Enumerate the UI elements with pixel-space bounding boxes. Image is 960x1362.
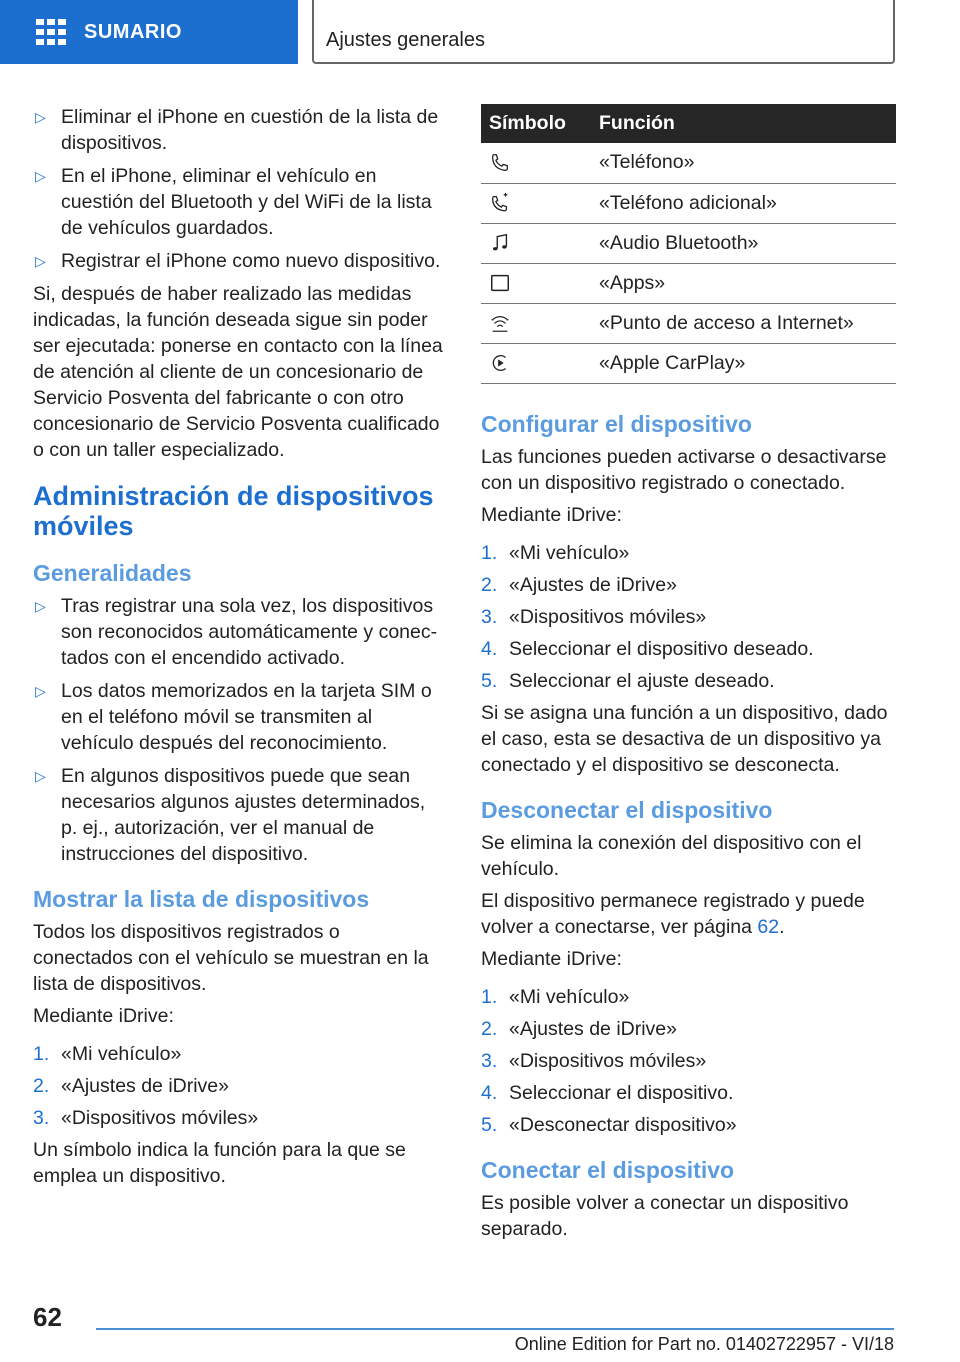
phone-icon bbox=[489, 152, 511, 174]
list-item: ▷ En el iPhone, eliminar el vehículo en cuestión del Bluetooth y del WiFi de la lista de vehículos guardados. bbox=[35, 165, 432, 239]
table-row: «Audio Bluetooth» bbox=[481, 223, 896, 263]
step-item: 1. «Mi vehículo» bbox=[481, 986, 630, 1008]
step-item: 3. «Dispositivos móviles» bbox=[33, 1107, 259, 1129]
paragraph: Mediante iDrive: bbox=[33, 1005, 174, 1027]
page-link[interactable]: 62 bbox=[757, 916, 780, 938]
table-header-row bbox=[481, 104, 896, 143]
step-item: 5. Seleccionar el ajuste deseado. bbox=[481, 670, 775, 692]
paragraph: Es posible volver a conectar un dispositivo separado. bbox=[481, 1192, 849, 1240]
step-item: 5. «Desconectar dispositivo» bbox=[481, 1114, 737, 1136]
triangle-bullet-icon: ▷ bbox=[35, 168, 46, 184]
triangle-bullet-icon: ▷ bbox=[35, 598, 46, 614]
paragraph: Mediante iDrive: bbox=[481, 504, 622, 526]
subheading-general: Generalidades bbox=[33, 560, 192, 586]
step-item: 4. Seleccionar el dispositivo. bbox=[481, 1082, 734, 1104]
paragraph: Mediante iDrive: bbox=[481, 948, 622, 970]
step-item: 2. «Ajustes de iDrive» bbox=[481, 574, 677, 596]
section-title: Ajustes generales bbox=[326, 29, 485, 51]
summary-button[interactable] bbox=[0, 0, 298, 64]
paragraph: Si se asigna una función a un dispositivo, dado el caso, esta se desactiva de un dispositivo ya conectado y el dispositivo se desconecta. bbox=[481, 702, 888, 776]
step-item: 1. «Mi vehículo» bbox=[481, 542, 630, 564]
additional-phone-icon bbox=[489, 192, 511, 214]
paragraph: Las funciones pueden activarse o desactivarse con un dispositivo registrado o conectado. bbox=[481, 446, 887, 494]
left-column bbox=[33, 104, 443, 1195]
list-item: ▷ Tras registrar una sola vez, los dispositivos son reconocidos automáticamente y conectados con el encendido activado. bbox=[35, 595, 438, 669]
subheading-disconnect: Desconectar el dispositivo bbox=[481, 797, 773, 823]
subheading-connect: Conectar el dispositivo bbox=[481, 1157, 735, 1183]
footer-divider bbox=[96, 1328, 894, 1330]
grid-menu-icon bbox=[36, 19, 66, 45]
step-item: 1. «Mi vehículo» bbox=[33, 1043, 182, 1065]
footer-edition: Online Edition for Part no. 01402722957 - VI/18 bbox=[514, 1334, 894, 1354]
summary-label: SUMARIO bbox=[84, 20, 182, 43]
step-item: 3. «Dispositivos móviles» bbox=[481, 606, 707, 628]
paragraph: Se elimina la conexión del dispositivo con el vehículo. bbox=[481, 832, 862, 880]
paragraph: Todos los dispositivos registrados o conectados con el vehículo se muestran en la lista de dispositivos. bbox=[33, 921, 429, 995]
apps-square-icon bbox=[489, 272, 511, 294]
table-row: «Apple CarPlay» bbox=[481, 343, 896, 383]
triangle-bullet-icon: ▷ bbox=[35, 683, 46, 699]
right-column bbox=[481, 404, 896, 1248]
triangle-bullet-icon: ▷ bbox=[35, 253, 46, 269]
table-row: «Teléfono adicional» bbox=[481, 183, 896, 223]
paragraph-page-ref: El dispositivo permanece registrado y puede volver a conectarse, ver página 62. bbox=[481, 890, 865, 938]
carplay-play-icon bbox=[489, 352, 511, 374]
step-item: 4. Seleccionar el dispositivo deseado. bbox=[481, 638, 814, 660]
list-item: ▷ Registrar el iPhone como nuevo dispositivo. bbox=[35, 250, 441, 272]
wifi-hotspot-icon bbox=[489, 312, 511, 334]
page-number: 62 bbox=[33, 1302, 62, 1332]
list-item: ▷ En algunos dispositivos puede que sean necesarios algunos ajustes determinados, p. ej., autorización, ver el manual de instrucciones del dispositivo. bbox=[35, 765, 426, 865]
subheading-configure: Configurar el dispositivo bbox=[481, 411, 752, 437]
paragraph: Un símbolo indica la función para la que se emplea un dispositivo. bbox=[33, 1139, 406, 1187]
section-heading: Administración de dispositivos móviles bbox=[33, 481, 434, 541]
music-note-icon bbox=[489, 232, 511, 254]
step-item: 3. «Dispositivos móviles» bbox=[481, 1050, 707, 1072]
column-header-symbol: Símbolo bbox=[481, 104, 591, 143]
subheading-device-list: Mostrar la lista de dispositivos bbox=[33, 886, 370, 912]
list-item: ▷ Los datos memorizados en la tarjeta SIM o en el teléfono móvil se transmiten al vehículo después del reconocimiento. bbox=[35, 680, 432, 754]
table-row: «Apps» bbox=[481, 263, 896, 303]
step-item: 2. «Ajustes de iDrive» bbox=[33, 1075, 229, 1097]
table-row: «Teléfono» bbox=[481, 143, 896, 183]
symbol-table bbox=[481, 104, 896, 384]
table-row: «Punto de acceso a Internet» bbox=[481, 303, 896, 343]
triangle-bullet-icon: ▷ bbox=[35, 768, 46, 784]
column-header-function: Función bbox=[591, 104, 896, 143]
list-item: ▷ Eliminar el iPhone en cuestión de la lista de dispositivos. bbox=[35, 106, 439, 154]
paragraph: Si, después de haber realizado las medidas indicadas, la función deseada sigue sin poder ser ejecutada: ponerse en contacto con la línea de atención al cliente de un concesionario de Servicio Posventa del fabricante o con otro concesionario de Servicio Posventa cualificado o con un taller especializado. bbox=[33, 283, 443, 461]
step-item: 2. «Ajustes de iDrive» bbox=[481, 1018, 677, 1040]
triangle-bullet-icon: ▷ bbox=[35, 109, 46, 125]
